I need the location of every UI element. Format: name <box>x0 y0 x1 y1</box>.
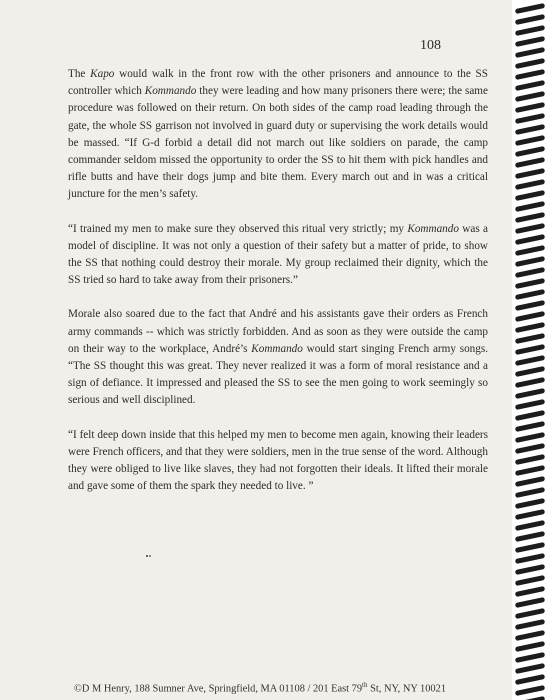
binding-coil <box>515 476 545 487</box>
binding-coil <box>515 608 545 619</box>
binding-coil <box>515 509 545 520</box>
binding-coil <box>515 168 545 179</box>
binding-coil <box>515 333 545 344</box>
binding-coil <box>515 113 545 124</box>
paragraph <box>68 306 488 409</box>
binding-coil <box>515 135 545 146</box>
italic-term: Kommando <box>407 222 459 235</box>
binding-coil <box>515 465 545 476</box>
binding-coil <box>515 256 545 267</box>
footer-text: ©D M Henry, 188 Sumner Ave, Springfield, MA 01108 / 201 East 79 <box>74 683 363 695</box>
binding-coil <box>515 267 545 278</box>
binding-coil <box>515 454 545 465</box>
binding-coil <box>515 531 545 542</box>
binding-coil <box>515 322 545 333</box>
binding-coil <box>515 498 545 509</box>
binding-coil <box>515 278 545 289</box>
binding-coil <box>515 652 545 663</box>
binding-coil <box>515 146 545 157</box>
binding-coil <box>515 289 545 300</box>
binding-coil <box>515 597 545 608</box>
binding-coil <box>515 674 545 685</box>
copyright-footer <box>74 681 514 694</box>
paragraph <box>68 66 488 204</box>
binding-coil <box>515 377 545 388</box>
binding-coil <box>515 157 545 168</box>
binding-coil <box>515 190 545 201</box>
binding-coil <box>515 91 545 102</box>
footer-superscript: th <box>362 681 368 689</box>
binding-coil <box>515 520 545 531</box>
paragraph <box>68 221 488 290</box>
text-run: they were leading and how many prisoners there were; the same procedure was followed on their return. On both sides of the camp road leading through the gate, the whole SS garrison not involved in guard duty or supervising the work details would be massed. “If G-d forbid a detail did not march out like soldiers on parade, the camp commander seldom missed the opportunity to order the SS to hit them with pick handles and rifle butts and have their dogs jump and bite them. Every march out and in was a critical juncture for the men’s safety. <box>68 85 488 201</box>
binding-coil <box>515 619 545 630</box>
binding-coil <box>515 685 545 696</box>
body-text <box>68 66 488 512</box>
binding-coil <box>515 344 545 355</box>
text-run: “I trained my men to make sure they observed this ritual very strictly; my <box>68 222 408 235</box>
binding-coil <box>515 25 545 36</box>
page-number: 108 <box>420 38 441 53</box>
binding-coil <box>515 355 545 366</box>
binding-coil <box>515 124 545 135</box>
binding-coil <box>515 201 545 212</box>
scan-speck <box>146 555 148 557</box>
binding-coil <box>515 641 545 652</box>
binding-coil <box>515 630 545 641</box>
binding-coil <box>515 432 545 443</box>
binding-coil <box>515 80 545 91</box>
binding-coil <box>515 388 545 399</box>
binding-coil <box>515 179 545 190</box>
binding-coil <box>515 575 545 586</box>
footer-text-end: St, NY, NY 10021 <box>367 683 447 695</box>
binding-coil <box>515 399 545 410</box>
text-run: “I felt deep down inside that this helped my men to become men again, knowing their leaders were French officers, and that they were soldiers, men in the true sense of the word. Although they were obliged to live like slaves, they had not forgotten their ideals. It lifted their morale and gave some of them the spark they needed to live. ” <box>68 428 488 493</box>
binding-coil <box>515 366 545 377</box>
binding-coil <box>515 212 545 223</box>
binding-coil <box>515 69 545 80</box>
text-run: would start singing French army songs. “The SS thought this was great. They never realized it was a form of moral resistance and a sign of defiance. It impressed and pleased the SS to see the men going to work seemingly so serious and well disciplined. <box>68 342 489 407</box>
binding-coil <box>515 564 545 575</box>
binding-coil <box>515 663 545 674</box>
binding-coil <box>515 58 545 69</box>
binding-coil <box>515 300 545 311</box>
binding-coil <box>515 223 545 234</box>
text-run: The <box>68 68 91 80</box>
binding-coil <box>515 311 545 322</box>
text-run: would walk in the front row with the other prisoners and announce to the SS controller which <box>68 68 488 98</box>
binding-coil <box>515 14 545 25</box>
binding-coil <box>515 102 545 113</box>
binding-coil <box>515 553 545 564</box>
italic-term: Kapo <box>90 68 115 80</box>
spiral-binding <box>512 0 550 700</box>
paragraph <box>68 427 488 496</box>
binding-coil <box>515 36 545 47</box>
binding-coil <box>515 47 545 58</box>
binding-coil <box>515 234 545 245</box>
binding-coil <box>515 542 545 553</box>
binding-coil <box>515 443 545 454</box>
binding-coil <box>515 421 545 432</box>
text-run: Morale also soared due to the fact that André and his assistants gave their orders as French army commands -- which was strictly forbidden. And as soon as they were outside the camp on their way to the workplace, André’s <box>68 308 488 355</box>
binding-coil <box>515 586 545 597</box>
binding-coil <box>515 3 545 14</box>
italic-term: Kommando <box>144 85 197 98</box>
italic-term: Kommando <box>251 342 303 355</box>
binding-coil <box>515 487 545 498</box>
binding-coil <box>515 410 545 421</box>
binding-coil <box>515 245 545 256</box>
text-run: was a model of discipline. It was not only a question of their safety but a matter of pride, to show the SS that nothing could destroy their morale. My group reclaimed their dignity, which the SS tried so hard to take away from their prisoners.” <box>68 222 488 287</box>
binding-coil <box>515 696 545 700</box>
